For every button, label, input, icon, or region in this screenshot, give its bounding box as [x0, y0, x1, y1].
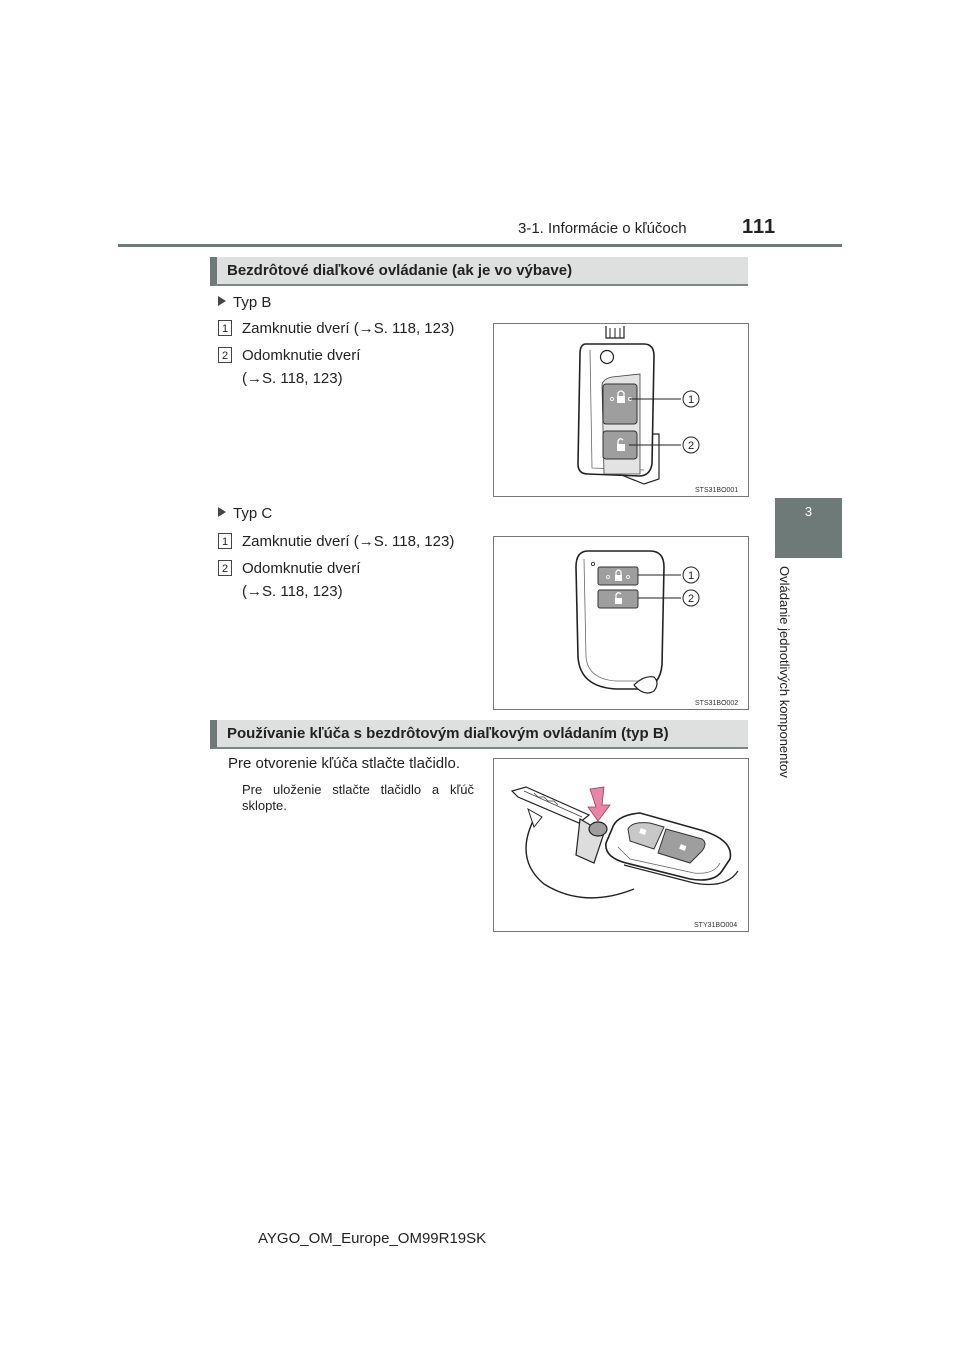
figure-code: STS31BO002 — [695, 700, 739, 707]
document-code: AYGO_OM_Europe_OM99R19SK — [258, 1230, 487, 1247]
unlock-doors-text: Odomknutie dverí — [242, 560, 361, 577]
item-number-badge: 2 — [218, 560, 232, 576]
unlock-doors-ref: (→S. 118, 123) — [242, 583, 343, 600]
item-number-badge: 2 — [218, 347, 232, 363]
unlock-doors-text: Odomknutie dverí — [242, 347, 361, 364]
key-type-b-illustration — [494, 324, 748, 496]
unlock-doors-ref: (→S. 118, 123) — [242, 370, 343, 387]
header-rule — [118, 244, 842, 247]
key-fold-illustration — [494, 759, 748, 931]
callout-2: 2 — [687, 440, 695, 452]
section-heading-key-usage: Používanie kľúča s bezdrôtovým diaľkovým ovládaním (typ B) — [210, 720, 748, 749]
chapter-tab-label: Ovládanie jednotlivých komponentov — [777, 566, 792, 778]
figure-key-type-b — [493, 323, 749, 497]
callout-1: 1 — [687, 394, 695, 406]
lock-doors-text: Zamknutie dverí (→S. 118, 123) — [242, 533, 455, 550]
figure-key-type-c — [493, 536, 749, 710]
figure-code: STS31BO001 — [695, 487, 739, 494]
triangle-bullet-icon — [218, 507, 226, 517]
lock-doors-text: Zamknutie dverí (→S. 118, 123) — [242, 320, 455, 337]
fold-key-note: Pre uloženie stlačte tlačidlo a kľúč sklopte. — [242, 782, 474, 813]
type-c-label: Typ C — [218, 505, 272, 522]
chapter-title: 3-1. Informácie o kľúčoch — [518, 220, 687, 237]
callout-1: 1 — [687, 570, 695, 582]
key-type-c-illustration — [494, 537, 748, 709]
chapter-tab: 3 — [775, 498, 842, 558]
type-b-label: Typ B — [218, 294, 271, 311]
chapter-tab-label-wrap — [770, 566, 800, 806]
figure-code: STY31BO004 — [694, 922, 738, 929]
item-number-badge: 1 — [218, 533, 232, 549]
page-number: 111 — [742, 216, 777, 238]
callout-2: 2 — [687, 593, 695, 605]
section-heading-remote: Bezdrôtové diaľkové ovládanie (ak je vo výbave) — [210, 257, 748, 286]
open-key-instruction: Pre otvorenie kľúča stlačte tlačidlo. — [228, 755, 460, 772]
triangle-bullet-icon — [218, 296, 226, 306]
figure-key-fold — [493, 758, 749, 932]
item-number-badge: 1 — [218, 320, 232, 336]
